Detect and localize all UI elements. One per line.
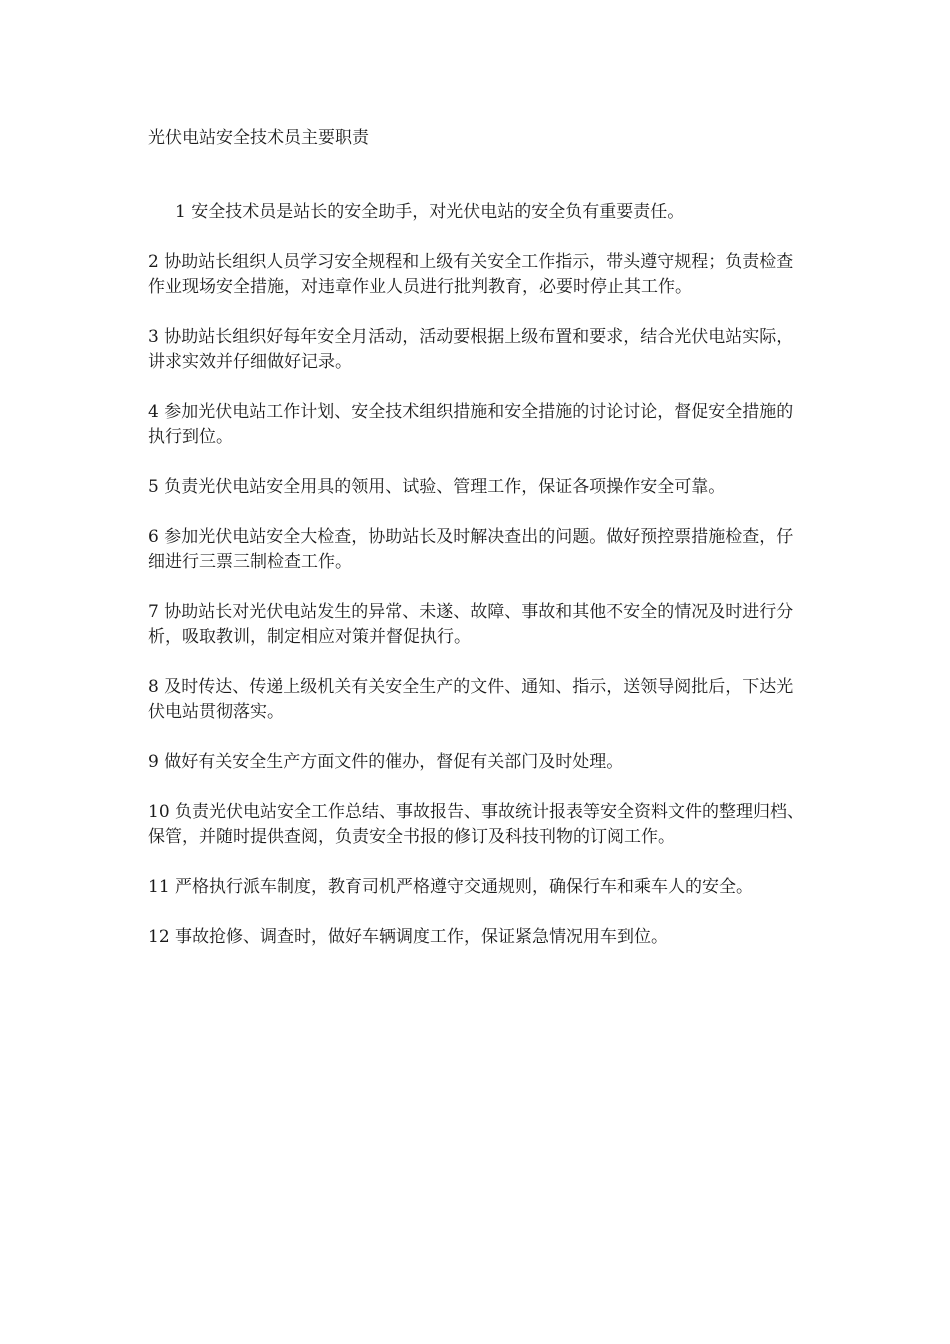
duty-item-9: 9 做好有关安全生产方面文件的催办，督促有关部门及时处理。 <box>148 752 624 772</box>
duty-item-11: 11 严格执行派车制度，教育司机严格遵守交通规则，确保行车和乘车人的安全。 <box>148 877 754 897</box>
document-title: 光伏电站安全技术员主要职责 <box>148 128 369 148</box>
duty-item-10: 10 负责光伏电站安全工作总结、事故报告、事故统计报表等安全资料文件的整理归档、保管，并随时提供查阅，负责安全书报的修订及科技刊物的订阅工作。 <box>148 802 805 847</box>
duty-item-12: 12 事故抢修、调查时，做好车辆调度工作，保证紧急情况用车到位。 <box>148 927 669 947</box>
duty-item-4: 4 参加光伏电站工作计划、安全技术组织措施和安全措施的讨论讨论，督促安全措施的执行到位。 <box>148 402 794 447</box>
duty-item-8: 8 及时传达、传递上级机关有关安全生产的文件、通知、指示，送领导阅批后，下达光伏电站贯彻落实。 <box>148 677 794 722</box>
duty-item-7: 7 协助站长对光伏电站发生的异常、未遂、故障、事故和其他不安全的情况及时进行分析，吸取教训，制定相应对策并督促执行。 <box>148 602 794 647</box>
duty-item-5: 5 负责光伏电站安全用具的领用、试验、管理工作，保证各项操作安全可靠。 <box>148 477 726 497</box>
duty-item-1: 1 安全技术员是站长的安全助手，对光伏电站的安全负有重要责任。 <box>175 202 685 222</box>
duty-item-6: 6 参加光伏电站安全大检查，协助站长及时解决查出的问题。做好预控票措施检查，仔细进行三票三制检查工作。 <box>148 527 794 572</box>
duty-list <box>148 200 808 975</box>
duty-item-3: 3 协助站长组织好每年安全月活动，活动要根据上级布置和要求，结合光伏电站实际，讲求实效并仔细做好记录。 <box>148 327 794 372</box>
duty-item-2: 2 协助站长组织人员学习安全规程和上级有关安全工作指示，带头遵守规程；负责检查作业现场安全措施，对违章作业人员进行批判教育，必要时停止其工作。 <box>148 252 794 297</box>
